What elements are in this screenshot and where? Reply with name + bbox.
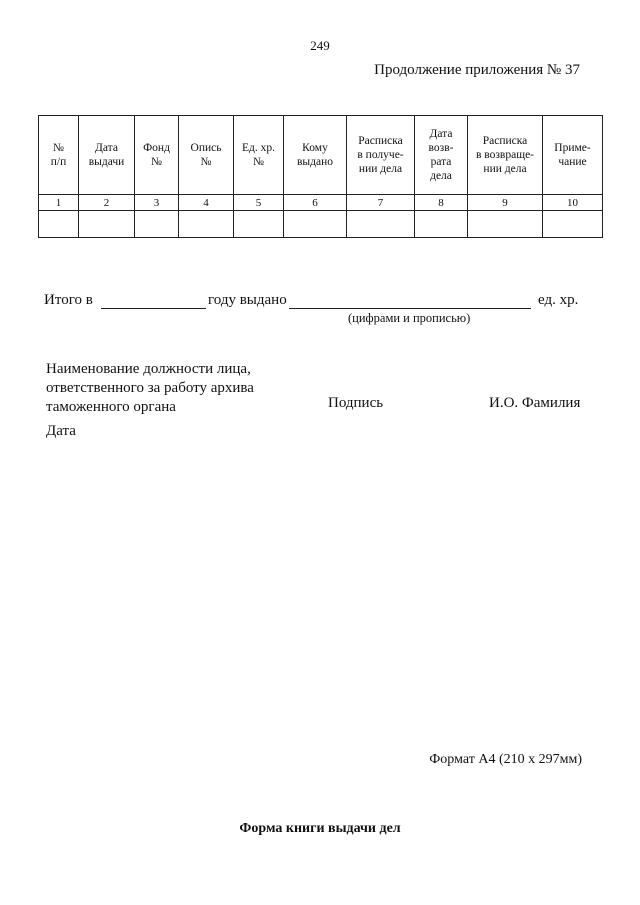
total-prefix-label: Итого в bbox=[44, 292, 93, 308]
header-cell-inventory: Опись № bbox=[179, 116, 234, 195]
signature-label: Подпись bbox=[328, 395, 384, 411]
header-cell-note: Приме- чание bbox=[543, 116, 603, 195]
header-cell-receipt-signature: Расписка в получе- нии дела bbox=[347, 116, 415, 195]
amount-blank-line bbox=[289, 308, 531, 309]
column-number-cell: 9 bbox=[468, 195, 543, 211]
table-header-row bbox=[39, 116, 603, 195]
empty-data-row bbox=[39, 211, 603, 238]
column-number-cell: 4 bbox=[179, 195, 234, 211]
header-cell-fond: Фонд № bbox=[135, 116, 179, 195]
format-note: Формат А4 (210 x 297мм) bbox=[429, 752, 582, 767]
column-number-cell: 1 bbox=[39, 195, 79, 211]
full-name-label: И.О. Фамилия bbox=[489, 395, 581, 411]
header-cell-return-signature: Расписка в возвраще- нии дела bbox=[468, 116, 543, 195]
header-cell-return-date: Дата возв- рата дела bbox=[415, 116, 468, 195]
header-cell-storage-unit: Ед. хр. № bbox=[234, 116, 284, 195]
empty-cell bbox=[135, 211, 179, 238]
column-number-cell: 10 bbox=[543, 195, 603, 211]
header-cell-issued-to: Кому выдано bbox=[284, 116, 347, 195]
empty-cell bbox=[347, 211, 415, 238]
appendix-title: Продолжение приложения № 37 bbox=[374, 62, 580, 78]
empty-cell bbox=[79, 211, 135, 238]
empty-cell bbox=[284, 211, 347, 238]
empty-cell bbox=[415, 211, 468, 238]
register-table bbox=[38, 115, 603, 238]
page-number: 249 bbox=[310, 38, 330, 53]
column-number-cell: 2 bbox=[79, 195, 135, 211]
year-blank-line bbox=[101, 308, 206, 309]
empty-cell bbox=[39, 211, 79, 238]
empty-cell bbox=[543, 211, 603, 238]
column-number-cell: 6 bbox=[284, 195, 347, 211]
column-number-cell: 8 bbox=[415, 195, 468, 211]
date-label: Дата bbox=[46, 423, 76, 439]
header-cell-issue-date: Дата выдачи bbox=[79, 116, 135, 195]
amount-hint: (цифрами и прописью) bbox=[348, 311, 471, 325]
position-title: Наименование должности лица, ответственного за работу архива таможенного органа bbox=[46, 361, 254, 415]
units-label: ед. хр. bbox=[538, 292, 579, 308]
column-number-cell: 3 bbox=[135, 195, 179, 211]
header-cell-number: № п/п bbox=[39, 116, 79, 195]
column-number-cell: 5 bbox=[234, 195, 284, 211]
form-caption: Форма книги выдачи дел bbox=[239, 821, 401, 836]
year-issued-label: году выдано bbox=[208, 292, 287, 308]
empty-cell bbox=[179, 211, 234, 238]
column-number-cell: 7 bbox=[347, 195, 415, 211]
column-number-row bbox=[39, 195, 603, 211]
empty-cell bbox=[468, 211, 543, 238]
empty-cell bbox=[234, 211, 284, 238]
